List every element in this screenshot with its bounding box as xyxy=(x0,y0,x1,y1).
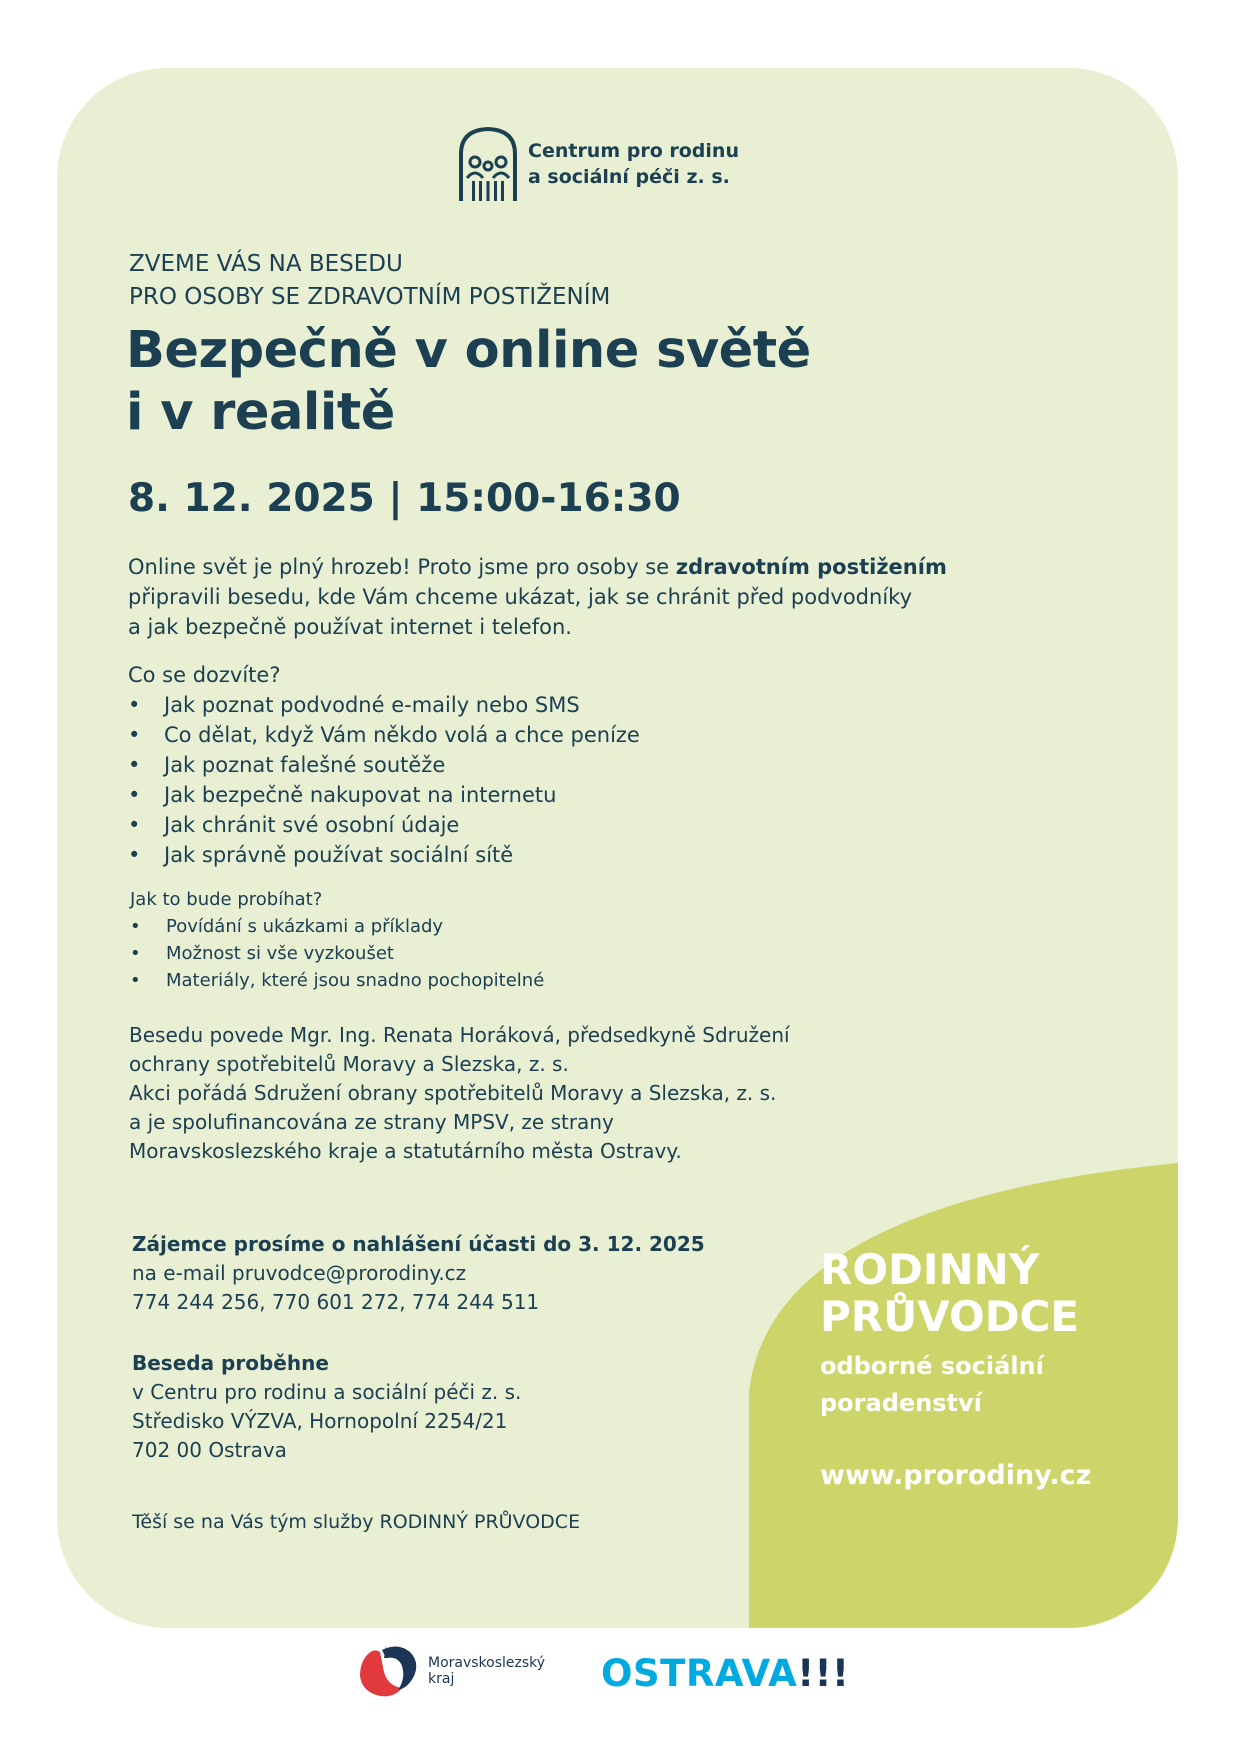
intro-text: Online svět je plný hrozeb! Proto jsme pro osoby se xyxy=(128,555,676,579)
service-subtitle-line-1: odborné sociální xyxy=(820,1352,1044,1380)
family-house-icon xyxy=(457,126,519,202)
event-title-line-2: i v realitě xyxy=(126,383,395,442)
team-signoff: Těší se na Vás tým služby RODINNÝ PRŮVODCE xyxy=(132,1511,581,1533)
website-link[interactable]: www.prorodiny.cz xyxy=(820,1460,1092,1491)
invitation-line-1: ZVEME VÁS NA BESEDU xyxy=(129,251,403,277)
learn-list xyxy=(128,690,640,870)
venue-heading: Beseda proběhne xyxy=(132,1351,329,1375)
event-title xyxy=(126,320,811,444)
event-date-time: 8. 12. 2025 | 15:00-16:30 xyxy=(128,476,681,521)
list-item: • Jak správně používat sociální sítě xyxy=(128,840,640,870)
region-name-line-2: kraj xyxy=(428,1671,455,1687)
list-item: • Povídání s ukázkami a příklady xyxy=(130,913,544,940)
invitation-line-2: PRO OSOBY SE ZDRAVOTNÍM POSTIŽENÍM xyxy=(129,284,611,310)
registration-phones: 774 244 256, 770 601 272, 774 244 511 xyxy=(132,1290,540,1314)
moravskoslezsky-kraj-logo xyxy=(358,1642,545,1700)
organizer-paragraph xyxy=(129,1021,790,1166)
service-panel xyxy=(820,1246,1091,1491)
venue-line: Středisko VÝZVA, Hornopolní 2254/21 xyxy=(132,1409,508,1433)
intro-emphasis: zdravotním postižením xyxy=(675,555,947,579)
list-item: • Možnost si vše vyzkoušet xyxy=(130,940,544,967)
ostrava-logo xyxy=(601,1652,849,1695)
region-emblem-icon xyxy=(358,1642,420,1700)
service-title-line-1: RODINNÝ xyxy=(820,1245,1040,1294)
organization-logo xyxy=(457,126,739,202)
organizer-line: ochrany spotřebitelů Moravy a Slezska, z. s. xyxy=(129,1052,569,1076)
list-item: • Jak poznat podvodné e-maily nebo SMS xyxy=(128,690,640,720)
service-subtitle xyxy=(820,1348,1091,1422)
how-list xyxy=(130,913,544,994)
how-section xyxy=(130,886,544,994)
registration-heading: Zájemce prosíme o nahlášení účasti do 3. 12. 2025 xyxy=(132,1232,705,1256)
organizer-line: Besedu povede Mgr. Ing. Renata Horáková, předsedkyně Sdružení xyxy=(129,1023,790,1047)
invitation-heading xyxy=(129,248,610,314)
ostrava-wordmark: OSTRAVA xyxy=(601,1652,798,1695)
logo-line-2: a sociální péči z. s. xyxy=(528,166,730,188)
list-item: • Jak bezpečně nakupovat na internetu xyxy=(128,780,640,810)
event-title-line-1: Bezpečně v online světě xyxy=(126,321,811,380)
organizer-line: a je spolufinancována ze strany MPSV, ze strany xyxy=(129,1110,614,1134)
intro-line-1 xyxy=(128,552,1028,582)
learn-heading: Co se dozvíte? xyxy=(128,663,281,687)
list-item: • Jak chránit své osobní údaje xyxy=(128,810,640,840)
venue-info xyxy=(132,1349,521,1465)
poster-card xyxy=(57,68,1178,1628)
service-title xyxy=(820,1246,1091,1340)
registration-email[interactable]: na e-mail pruvodce@prorodiny.cz xyxy=(132,1261,467,1285)
list-item: • Jak poznat falešné soutěže xyxy=(128,750,640,780)
logo-text xyxy=(528,138,739,190)
venue-line: v Centru pro rodinu a sociální péči z. s. xyxy=(132,1380,522,1404)
intro-line-2: připravili besedu, kde Vám chceme ukázat, jak se chránit před podvodníky xyxy=(128,585,912,609)
ostrava-exclamation: !!! xyxy=(797,1652,850,1695)
intro-line-3: a jak bezpečně používat internet i telefon. xyxy=(128,615,572,639)
region-name xyxy=(428,1655,545,1687)
venue-line: 702 00 Ostrava xyxy=(132,1438,287,1462)
intro-paragraph xyxy=(128,552,1028,642)
service-title-line-2: PRŮVODCE xyxy=(820,1292,1080,1341)
organizer-line: Akci pořádá Sdružení obrany spotřebitelů Moravy a Slezska, z. s. xyxy=(129,1081,777,1105)
how-heading: Jak to bude probíhat? xyxy=(130,889,323,910)
region-name-line-1: Moravskoslezský xyxy=(428,1655,546,1671)
list-item: • Materiály, které jsou snadno pochopitelné xyxy=(130,967,544,994)
service-subtitle-line-2: poradenství xyxy=(820,1389,982,1417)
learn-section xyxy=(128,660,640,870)
registration-info xyxy=(132,1230,705,1317)
logo-line-1: Centrum pro rodinu xyxy=(528,140,739,162)
list-item: • Co dělat, když Vám někdo volá a chce peníze xyxy=(128,720,640,750)
organizer-line: Moravskoslezského kraje a statutárního města Ostravy. xyxy=(129,1139,682,1163)
